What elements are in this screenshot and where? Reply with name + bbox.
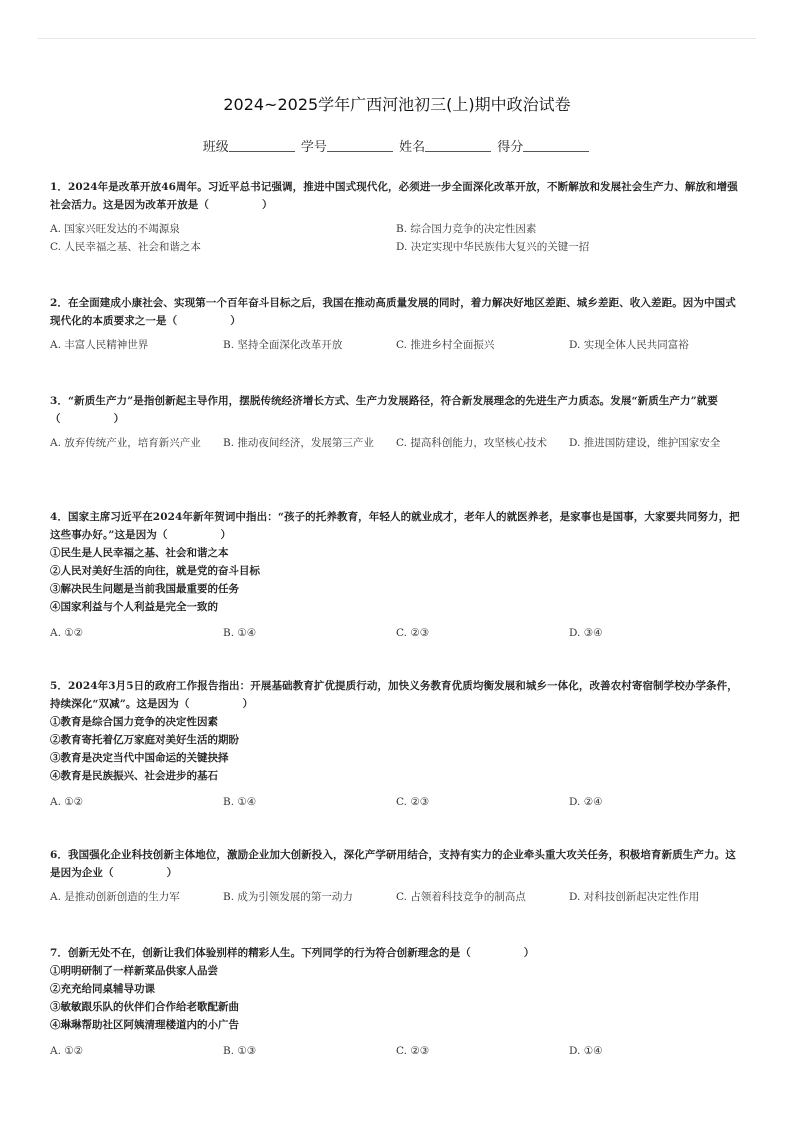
- option-d[interactable]: D. 对科技创新起决定性作用: [569, 891, 700, 903]
- option-d[interactable]: D. 实现全体人民共同富裕: [569, 339, 689, 351]
- option-b[interactable]: B. 坚持全面深化改革开放: [223, 339, 343, 351]
- id-blank[interactable]: [327, 139, 393, 152]
- option-b[interactable]: B. ①④: [223, 796, 257, 808]
- statement: ②充充给同桌辅导功课: [50, 983, 155, 995]
- statement: ②人民对美好生活的向往，就是党的奋斗目标: [50, 565, 260, 577]
- statement: ④教育是民族振兴、社会进步的基石: [50, 770, 218, 782]
- option-b[interactable]: B. 综合国力竞争的决定性因素: [396, 223, 537, 235]
- question-7: [50, 944, 742, 1062]
- option-d[interactable]: D. 决定实现中华民族伟大复兴的关键一招: [396, 241, 590, 253]
- option-d[interactable]: D. 推进国防建设，维护国家安全: [569, 437, 721, 449]
- question-stem: 1．2024年是改革开放46周年。习近平总书记强调，推进中国式现代化，必须进一步全面深化改革开放，不断解放和发展社会生产力、解放和增强社会活力。这是因为改革开放是（ ）: [50, 181, 738, 211]
- statement: ③敏敏跟乐队的伙伴们合作给老歌配新曲: [50, 1001, 239, 1013]
- option-a[interactable]: A. ①②: [50, 1045, 84, 1057]
- option-a[interactable]: A. ①②: [50, 627, 84, 639]
- options-block: [50, 624, 742, 644]
- score-label: 得分: [497, 140, 524, 155]
- exam-title: 2024~2025学年广西河池初三(上)期中政治试卷: [223, 95, 571, 114]
- option-b[interactable]: B. 推动夜间经济，发展第三产业: [223, 437, 374, 449]
- option-c[interactable]: C. 人民幸福之基、社会和谐之本: [50, 241, 201, 253]
- name-label: 姓名: [399, 140, 426, 155]
- options-block: [50, 434, 742, 474]
- option-a[interactable]: A. 国家兴旺发达的不竭源泉: [50, 223, 180, 235]
- option-d[interactable]: D. ①④: [569, 1045, 603, 1057]
- option-c[interactable]: C. 提高科创能力，攻坚核心技术: [396, 437, 547, 449]
- options-block: [50, 220, 742, 260]
- option-c[interactable]: C. ②③: [396, 627, 430, 639]
- option-b[interactable]: B. 成为引领发展的第一动力: [223, 891, 353, 903]
- options-block: [50, 888, 742, 908]
- question-stem: 3．“新质生产力”是指创新起主导作用，摆脱传统经济增长方式、生产力发展路径，符合新发展理念的先进生产力质态。发展“新质生产力”就要（ ）: [50, 395, 718, 425]
- option-d[interactable]: D. ③④: [569, 627, 603, 639]
- id-label: 学号: [300, 140, 327, 155]
- question-2: [50, 294, 742, 356]
- name-blank[interactable]: [425, 139, 491, 152]
- header-divider: [38, 38, 756, 39]
- statement: ①民生是人民幸福之基、社会和谐之本: [50, 547, 229, 559]
- question-4: [50, 508, 742, 644]
- statement: ③教育是决定当代中国命运的关键抉择: [50, 752, 229, 764]
- option-c[interactable]: C. ②③: [396, 1045, 430, 1057]
- option-c[interactable]: C. 推进乡村全面振兴: [396, 339, 495, 351]
- option-a[interactable]: A. ①②: [50, 796, 84, 808]
- question-stem: 4．国家主席习近平在2024年新年贺词中指出：“孩子的托养教育，年轻人的就业成才，老年人的就医养老，是家事也是国事，大家要共同努力，把这些事办好。”这是因为（ ）: [50, 511, 740, 541]
- question-5: [50, 677, 742, 813]
- option-c[interactable]: C. 占领着科技竞争的制高点: [396, 891, 526, 903]
- question-1: [50, 178, 742, 260]
- student-info-line: [0, 136, 794, 155]
- statement: ③解决民生问题是当前我国最重要的任务: [50, 583, 239, 595]
- statement: ①教育是综合国力竞争的决定性因素: [50, 716, 218, 728]
- statement: ④琳琳帮助社区阿姨清理楼道内的小广告: [50, 1019, 239, 1031]
- options-block: [50, 1042, 742, 1062]
- question-stem: 6．我国强化企业科技创新主体地位，激励企业加大创新投入，深化产学研用结合，支持有实力的企业牵头重大攻关任务，积极培育新质生产力。这是因为企业（ ）: [50, 849, 736, 879]
- option-b[interactable]: B. ①③: [223, 1045, 257, 1057]
- statement: ②教育寄托着亿万家庭对美好生活的期盼: [50, 734, 239, 746]
- question-stem: 5．2024年3月5日的政府工作报告指出：开展基础教育扩优提质行动，加快义务教育优质均衡发展和城乡一体化，改善农村寄宿制学校办学条件，持续深化“双减”。这是因为（ ）: [50, 680, 738, 710]
- option-a[interactable]: A. 丰富人民精神世界: [50, 339, 149, 351]
- statement: ④国家利益与个人利益是完全一致的: [50, 601, 218, 613]
- statement: ①明明研制了一样新菜品供家人品尝: [50, 965, 218, 977]
- options-block: [50, 793, 742, 813]
- question-6: [50, 846, 742, 908]
- option-a[interactable]: A. 放弃传统产业，培育新兴产业: [50, 437, 201, 449]
- question-stem: 7．创新无处不在，创新让我们体验别样的精彩人生。下列同学的行为符合创新理念的是（ ）: [50, 947, 535, 959]
- option-b[interactable]: B. ①④: [223, 627, 257, 639]
- class-label: 班级: [202, 140, 229, 155]
- option-d[interactable]: D. ②④: [569, 796, 603, 808]
- question-3: [50, 392, 742, 474]
- score-blank[interactable]: [523, 139, 589, 152]
- question-stem: 2．在全面建成小康社会、实现第一个百年奋斗目标之后，我国在推动高质量发展的同时，着力解决好地区差距、城乡差距、收入差距。因为中国式现代化的本质要求之一是（ ）: [50, 297, 736, 327]
- option-a[interactable]: A. 是推动创新创造的生力军: [50, 891, 180, 903]
- options-block: [50, 336, 742, 356]
- class-blank[interactable]: [229, 139, 295, 152]
- option-c[interactable]: C. ②③: [396, 796, 430, 808]
